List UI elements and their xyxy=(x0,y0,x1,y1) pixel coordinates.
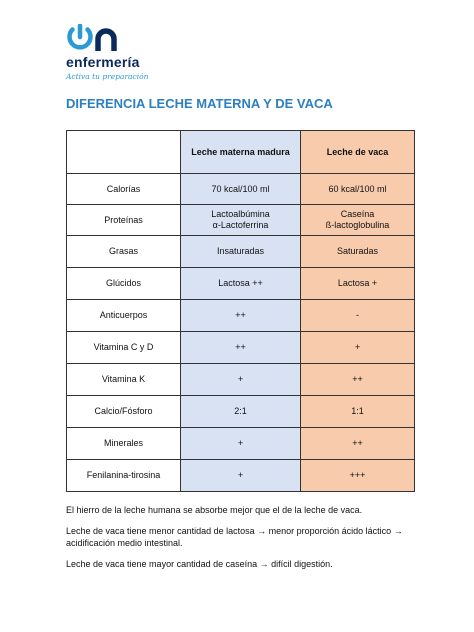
materna-cell xyxy=(181,205,301,236)
cell-text: + xyxy=(237,374,244,384)
vaca-cell xyxy=(301,460,415,492)
page-title: DIFERENCIA LECHE MATERNA Y DE VACA xyxy=(66,96,333,111)
on-power-logo-icon xyxy=(66,24,126,52)
vaca-cell xyxy=(301,205,415,236)
cell-text: ++ xyxy=(352,438,363,448)
note-paragraph: Leche de vaca tiene mayor cantidad de caseína → difícil digestión. xyxy=(66,559,333,569)
cell-text: ß-lactoglobulina xyxy=(325,220,390,230)
row-label-cell xyxy=(67,396,181,428)
header-vaca: Leche de vaca xyxy=(301,131,415,174)
brand-tagline: Activa tu preparación xyxy=(66,72,149,81)
brand-name: enfermería xyxy=(66,54,140,70)
note-paragraph: Leche de vaca tiene menor cantidad de lactosa → menor proporción ácido láctico → acidificación medio intestinal. xyxy=(66,526,403,548)
vaca-cell xyxy=(301,332,415,364)
table-row xyxy=(67,396,415,428)
materna-cell xyxy=(181,236,301,268)
vaca-cell xyxy=(301,236,415,268)
table-row xyxy=(67,364,415,396)
cell-text: Vitamina K xyxy=(101,374,146,384)
cell-text: Grasas xyxy=(108,246,138,256)
cell-text: Saturadas xyxy=(336,246,379,256)
cell-text: ++ xyxy=(235,310,246,320)
row-label-cell xyxy=(67,236,181,268)
cell-text: + xyxy=(237,470,244,480)
materna-cell xyxy=(181,268,301,300)
vaca-cell xyxy=(301,300,415,332)
note-paragraph: El hierro de la leche humana se absorbe mejor que el de la leche de vaca. xyxy=(66,505,363,515)
brand-logo xyxy=(66,24,149,81)
cell-text: 60 kcal/100 ml xyxy=(328,183,387,194)
materna-cell xyxy=(181,396,301,428)
table-row xyxy=(67,268,415,300)
materna-cell xyxy=(181,300,301,332)
materna-cell xyxy=(181,460,301,492)
cell-text: Lactosa ++ xyxy=(218,278,263,288)
table-row xyxy=(67,332,415,364)
table-row xyxy=(67,174,415,205)
notes-section xyxy=(66,504,426,579)
vaca-cell xyxy=(301,268,415,300)
table-row xyxy=(67,428,415,460)
row-label-cell xyxy=(67,428,181,460)
cell-text: Calcio/Fósforo xyxy=(94,406,153,416)
table-row xyxy=(67,236,415,268)
table-row xyxy=(67,300,415,332)
cell-text: ++ xyxy=(352,374,363,384)
vaca-cell xyxy=(301,174,415,205)
cell-text: ++ xyxy=(235,342,246,352)
cell-text: Vitamina C y D xyxy=(93,342,154,352)
cell-text: + xyxy=(237,438,244,448)
header-corner-cell xyxy=(67,131,181,174)
cell-text: Anticuerpos xyxy=(99,310,148,320)
table-row xyxy=(67,460,415,492)
cell-text: 2:1 xyxy=(234,406,247,416)
cell-text: Fenilanina-tirosina xyxy=(86,470,161,480)
cell-text: Lactosa + xyxy=(337,278,378,288)
table-header-row xyxy=(67,131,415,174)
cell-text: Minerales xyxy=(103,438,143,448)
cell-text: Glúcidos xyxy=(105,278,141,288)
row-label-cell xyxy=(67,460,181,492)
cell-text: Proteínas xyxy=(104,214,143,225)
vaca-cell xyxy=(301,396,415,428)
row-label-cell xyxy=(67,268,181,300)
row-label-cell xyxy=(67,300,181,332)
row-label-cell xyxy=(67,174,181,205)
header-materna: Leche materna madura xyxy=(181,131,301,174)
cell-text: - xyxy=(356,310,359,320)
row-label-cell xyxy=(67,332,181,364)
cell-text: +++ xyxy=(349,470,366,480)
materna-cell xyxy=(181,428,301,460)
row-label-cell xyxy=(67,364,181,396)
vaca-cell xyxy=(301,428,415,460)
vaca-cell xyxy=(301,364,415,396)
materna-cell xyxy=(181,174,301,205)
cell-text: 70 kcal/100 ml xyxy=(211,183,270,194)
cell-text: α-Lactoferrina xyxy=(212,220,269,230)
row-label-cell xyxy=(67,205,181,236)
cell-text: + xyxy=(354,342,361,352)
cell-text: Caseína xyxy=(340,209,375,219)
cell-text: Calorías xyxy=(106,183,141,194)
table-row xyxy=(67,205,415,236)
materna-cell xyxy=(181,332,301,364)
cell-text: 1:1 xyxy=(351,406,364,416)
comparison-table xyxy=(66,130,415,492)
cell-text: Lactoalbúmina xyxy=(211,209,270,219)
materna-cell xyxy=(181,364,301,396)
cell-text: Insaturadas xyxy=(216,246,265,256)
